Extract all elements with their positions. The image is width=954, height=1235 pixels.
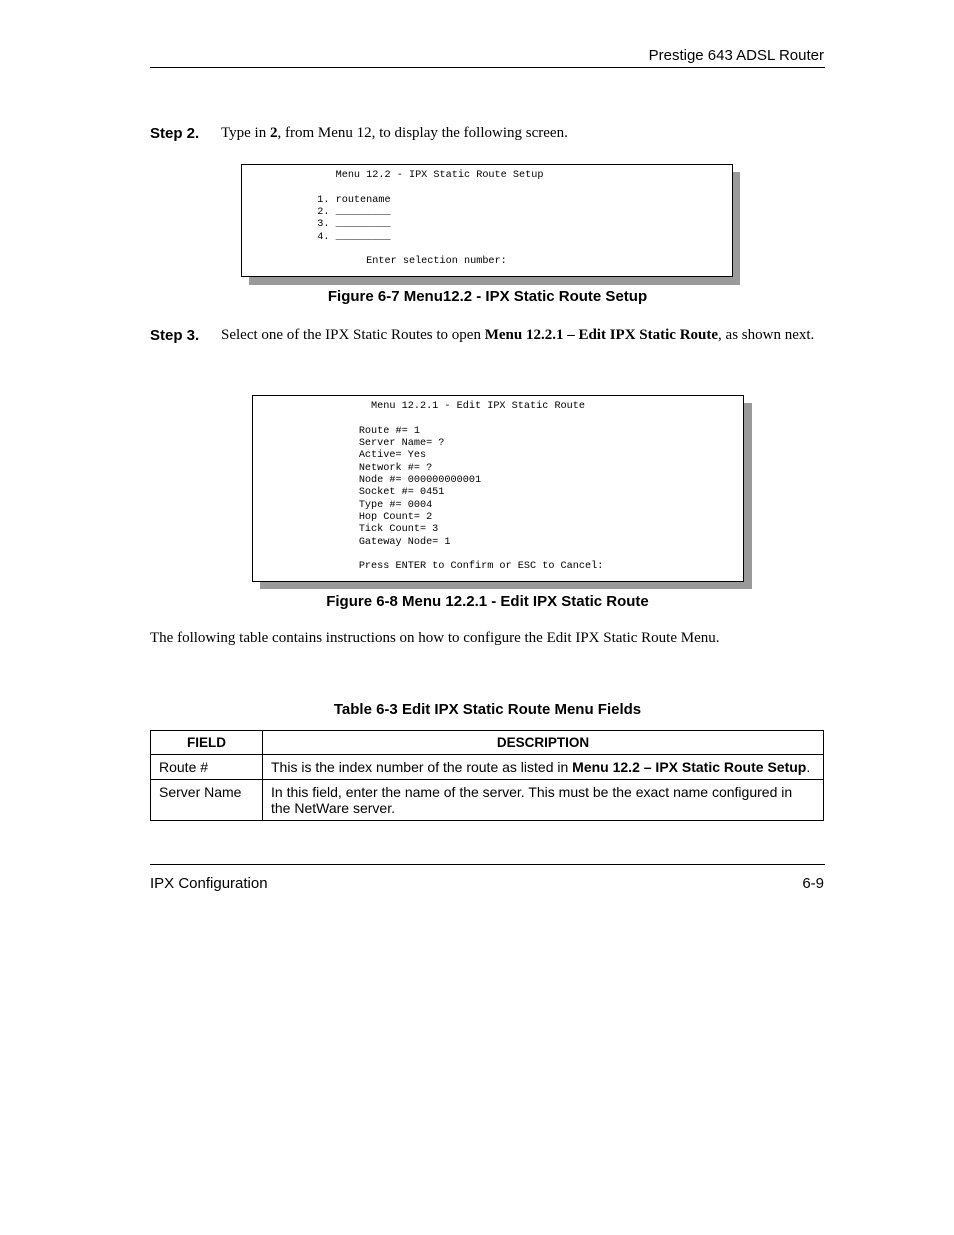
table-row bbox=[151, 755, 824, 780]
running-header: Prestige 643 ADSL Router bbox=[648, 47, 824, 64]
table-cell-description bbox=[263, 780, 824, 821]
terminal-screen bbox=[252, 395, 744, 582]
description-text: This is the index number of the route as listed in bbox=[271, 759, 573, 775]
table-title: Table 6-3 Edit IPX Static Route Menu Fields bbox=[333, 701, 642, 718]
footer-divider bbox=[150, 864, 825, 865]
step-2-bold: 2 bbox=[269, 125, 278, 141]
description-text: In this field, enter the name of the server. This must be the exact name configured in the NetWare server. bbox=[271, 784, 793, 816]
fields-table bbox=[150, 730, 824, 821]
footer-page-number: 6-9 bbox=[802, 875, 824, 892]
figure-6-7-caption: Figure 6-7 Menu12.2 - IPX Static Route Setup bbox=[327, 288, 648, 305]
intro-paragraph: The following table contains instructions on how to configure the Edit IPX Static Route Menu. bbox=[150, 630, 720, 646]
figure-6-8-screen bbox=[252, 395, 752, 589]
table-header-field: FIELD bbox=[151, 731, 263, 755]
step-2-text-after: , from Menu 12, to display the following screen. bbox=[277, 125, 568, 141]
step-3 bbox=[150, 324, 825, 347]
table-cell-description bbox=[263, 755, 824, 780]
step-3-bold: Menu 12.2.1 – Edit IPX Static Route bbox=[484, 327, 719, 343]
step-3-text bbox=[221, 324, 825, 347]
description-bold: Menu 12.2 – IPX Static Route Setup bbox=[572, 759, 807, 775]
terminal-text: Menu 12.2.1 - Edit IPX Static Route Route #= 1 Server Name= ? Active= Yes Network #= ? Node #= 000000000001 Socket #= 0451 Type #= 0004 Hop Count= 2 Tick Count= 3 Gateway Node= 1 Press ENTER to Confirm or ESC to Cancel: bbox=[358, 401, 604, 573]
step-2-text-before: Type in bbox=[221, 125, 270, 141]
step-2-text bbox=[221, 122, 825, 145]
header-divider bbox=[150, 67, 825, 68]
terminal-text: Menu 12.2 - IPX Static Route Setup 1. routename 2. _________ 3. _________ 4. _________ Enter selection number: bbox=[317, 170, 544, 268]
table-row bbox=[151, 780, 824, 821]
footer-section-title: IPX Configuration bbox=[150, 875, 268, 892]
step-2 bbox=[150, 122, 825, 145]
step-2-label: Step 2. bbox=[150, 125, 200, 142]
figure-6-7-screen bbox=[241, 164, 740, 285]
table-header-row bbox=[151, 731, 824, 755]
table-header-description: DESCRIPTION bbox=[263, 731, 824, 755]
terminal-screen bbox=[241, 164, 733, 277]
description-text-after: . bbox=[806, 759, 811, 775]
table-cell-field: Route # bbox=[151, 755, 263, 780]
step-3-text-before: Select one of the IPX Static Routes to open bbox=[221, 327, 485, 343]
figure-6-8-caption: Figure 6-8 Menu 12.2.1 - Edit IPX Static Route bbox=[326, 593, 649, 610]
step-3-label: Step 3. bbox=[150, 327, 200, 344]
table-cell-field: Server Name bbox=[151, 780, 263, 821]
step-3-text-after: , as shown next. bbox=[718, 327, 815, 343]
